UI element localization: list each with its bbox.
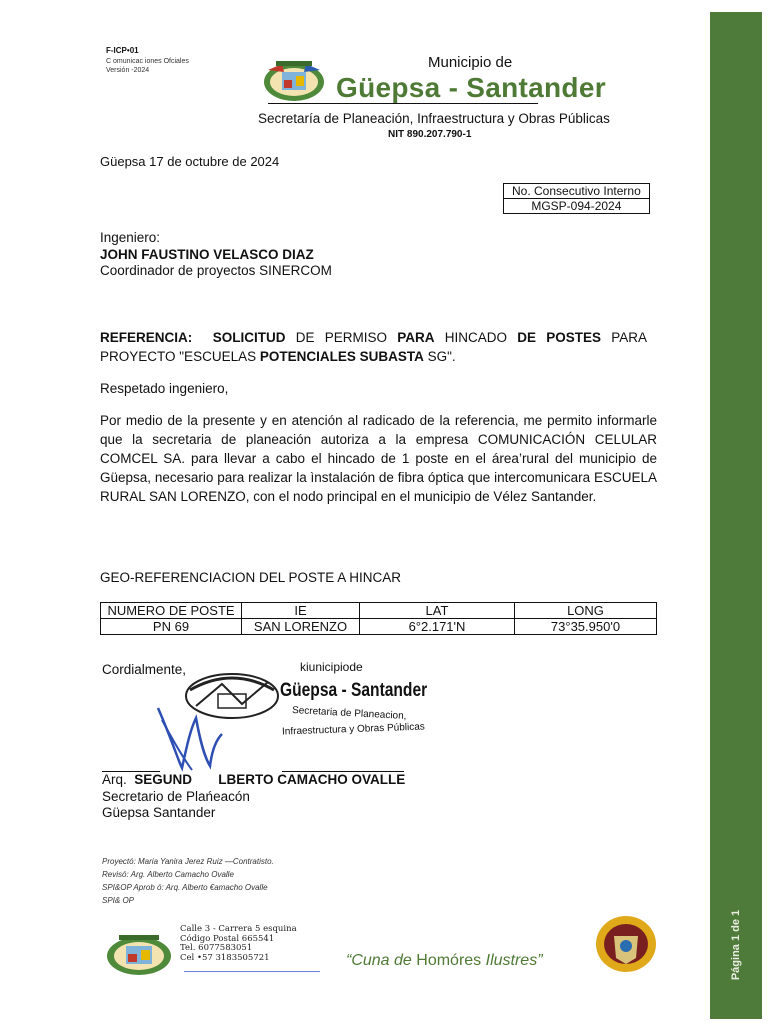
- credit-line: Revisó: Arg. Alberto Camacho Ovalle: [102, 870, 234, 879]
- signer-name: SEGUND LBERTO CAMACHO OVALLE: [134, 772, 406, 787]
- form-subtitle-line: C omunicac iones Ofciales: [106, 58, 189, 65]
- table-header-cell: NUMERO DE POSTE: [101, 603, 242, 619]
- signer-title: Secretario de Plańeacón: [102, 788, 250, 804]
- municipio-label: Municipio de: [428, 54, 513, 71]
- reference-line-2: [100, 347, 456, 366]
- form-code: F-ICP•01: [106, 46, 139, 55]
- footer-logo-icon: [104, 932, 174, 978]
- reference-text-c: PARA: [601, 330, 647, 345]
- stamp-line-4: Infraestructura y Obras Públicas: [281, 721, 425, 738]
- recipient-role: Coordinador de proyectos SINERCOM: [100, 263, 332, 278]
- page-number: [712, 900, 760, 990]
- recipient-title: Ingeniero:: [100, 230, 161, 245]
- stamp-line-1: kiunicipiode: [300, 660, 363, 674]
- municipal-seal-icon: [594, 914, 658, 974]
- consecutive-label: No. Consecutivo Interno: [504, 184, 650, 199]
- contact-cell: Cel •57 3183505721: [180, 952, 270, 963]
- contact-block: [180, 925, 297, 963]
- table-cell: 73°35.950'0: [515, 619, 657, 635]
- geo-table: [100, 602, 657, 635]
- contact-address: Calle 3 - Carrera 5 esquina: [180, 924, 297, 934]
- reference-word-para: PARA: [397, 330, 435, 345]
- table-cell: 6°2.171'N: [360, 619, 515, 635]
- credits-block: [102, 855, 274, 907]
- signer-prefix: Arq.: [102, 772, 127, 787]
- reference-word-postes: DE POSTES: [517, 330, 601, 345]
- secretaria-title: Secretaría de Planeación, Infraestructura y Obras Públicas: [258, 111, 610, 126]
- reference-text-a: DE PERMISO: [285, 330, 398, 345]
- signer-name-line: [102, 772, 405, 789]
- slogan: [346, 952, 543, 970]
- reference-word-subasta: POTENCIALES SUBASTA: [259, 349, 424, 364]
- signer-place: Güepsa Santander: [102, 805, 216, 820]
- slogan-part-3: Ilustres”: [481, 952, 543, 969]
- table-cell: PN 69: [101, 619, 242, 635]
- table-cell: SAN LORENZO: [242, 619, 360, 635]
- reference-word-solicitud: SOLICITUD: [212, 330, 286, 345]
- stamp-line-3: Secretaria de Planeacion,: [291, 705, 407, 722]
- reference-label: REFERENCIA:: [100, 330, 193, 345]
- closing: Cordialmente,: [102, 662, 187, 677]
- nit: NIT 890.207.790-1: [388, 129, 472, 140]
- table-row: [101, 619, 657, 635]
- title-underline: [268, 103, 538, 104]
- form-version: Versión -2024: [106, 67, 150, 74]
- table-header-row: [101, 603, 657, 619]
- slogan-part-2: Homóres: [416, 952, 482, 969]
- recipient-name: JOHN FAUSTINO VELASCO DIAZ: [100, 246, 314, 262]
- form-subtitle: [106, 57, 189, 75]
- body-paragraph: Por medio de la presente y en atención al radicado de la referencia, me permito informarle que la secretaria de planeación autoriza a la empresa COMUNICACIÓN CELULAR COMCEL SA. para llevar a cabo el hincado de 1 poste en el área’rural del municipio de Güepsa, necesario para realizar la ìnstalación de fibra óptica que intercomunicara ESCUELA RURAL SAN LORENZO, con el nodo principal en el municipio de Vélez Santander.: [100, 413, 657, 504]
- table-header-cell: IE: [242, 603, 360, 619]
- reference-text-b: HINCADO: [434, 330, 518, 345]
- geo-title: GEO-REFERENCIACION DEL POSTE A HINCAR: [100, 570, 402, 585]
- municipio-name: Güepsa - Santander: [336, 72, 606, 103]
- consecutive-value: MGSP-094-2024: [504, 199, 650, 214]
- salutation: Respetado ingeniero,: [100, 381, 229, 396]
- contact-postal: Código Postal 665541: [180, 933, 275, 944]
- contact-link-underline: [184, 971, 320, 972]
- credit-line: Proyectó: Maria Yanira Jerez Ruiz —Contratisto.: [102, 857, 274, 866]
- credit-line: SPI& OP: [102, 896, 135, 905]
- reference-line-1: [100, 328, 647, 347]
- page-number-label: Página 1 de 1: [730, 909, 742, 981]
- reference-text-e: SG".: [423, 349, 456, 364]
- side-bar: [710, 12, 762, 1019]
- table-header-cell: LONG: [515, 603, 657, 619]
- slogan-part-1: “Cuna de: [346, 952, 417, 969]
- credit-line: SPI&OP Aprob ó: Arq. Alberto €amacho Ovalle: [102, 883, 268, 892]
- consecutive-box: [503, 183, 650, 214]
- municipal-logo-icon: [262, 58, 326, 104]
- table-header-cell: LAT: [360, 603, 515, 619]
- recipient-block: [100, 230, 332, 280]
- signer-block: [102, 772, 405, 822]
- signature-scribble-icon: [152, 700, 232, 772]
- contact-phone: Tel. 6077583051: [180, 943, 253, 953]
- letter-date: Güepsa 17 de octubre de 2024: [100, 154, 280, 169]
- stamp-line-2: Güepsa - Santander: [280, 680, 428, 701]
- reference-text-d: PROYECTO "ESCUELAS: [100, 349, 260, 364]
